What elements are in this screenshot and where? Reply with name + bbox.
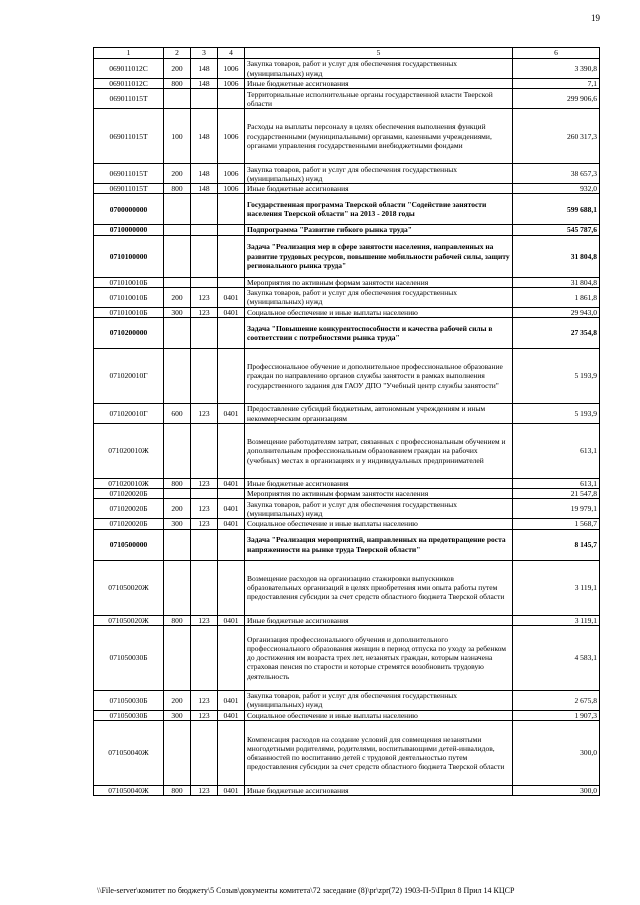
- expense-type-cell: 200: [164, 690, 191, 710]
- section-code-cell: 0401: [218, 307, 245, 317]
- budget-code-cell: 0700000000: [94, 194, 164, 225]
- table-row: [94, 109, 600, 164]
- amount-cell: 19 979,1: [513, 499, 600, 519]
- expense-type-cell: 800: [164, 615, 191, 625]
- budget-code-cell: 069011015Т: [94, 184, 164, 194]
- table-row: [94, 625, 600, 690]
- budget-code-cell: 069011015Т: [94, 164, 164, 184]
- amount-cell: 545 787,6: [513, 225, 600, 235]
- administrator-code-cell: [191, 529, 218, 560]
- budget-code-cell: 071020010Ж: [94, 424, 164, 479]
- item-name-cell: Расходы на выплаты персоналу в целях обеспечения выполнения функций государственными (муниципальными) органами, казенными учреждениями, органами управления государственными внебюджетными фондами: [245, 109, 513, 164]
- expense-type-cell: [164, 349, 191, 404]
- amount-cell: 613,1: [513, 424, 600, 479]
- section-code-cell: 0401: [218, 710, 245, 720]
- item-name-cell: Мероприятия по активным формам занятости населения: [245, 489, 513, 499]
- item-name-cell: Подпрограмма "Развитие гибкого рынка труда": [245, 225, 513, 235]
- administrator-code-cell: [191, 235, 218, 277]
- administrator-code-cell: 123: [191, 690, 218, 710]
- administrator-code-cell: 123: [191, 786, 218, 796]
- expense-type-cell: 200: [164, 59, 191, 79]
- item-name-cell: Иные бюджетные ассигнования: [245, 786, 513, 796]
- expense-type-cell: 800: [164, 184, 191, 194]
- table-row: [94, 479, 600, 489]
- item-name-cell: Государственная программа Тверской области "Содействие занятости населения Тверской области" на 2013 - 2018 годы: [245, 194, 513, 225]
- administrator-code-cell: 148: [191, 79, 218, 89]
- item-name-cell: Иные бюджетные ассигнования: [245, 615, 513, 625]
- section-code-cell: [218, 225, 245, 235]
- item-name-cell: Закупка товаров, работ и услуг для обеспечения государственных (муниципальных) нужд: [245, 499, 513, 519]
- administrator-code-cell: 123: [191, 710, 218, 720]
- administrator-code-cell: [191, 277, 218, 287]
- header-col-3: 3: [191, 48, 218, 59]
- budget-code-cell: 071050030Б: [94, 690, 164, 710]
- expense-type-cell: 800: [164, 786, 191, 796]
- budget-code-cell: 071050020Ж: [94, 615, 164, 625]
- amount-cell: 3 119,1: [513, 560, 600, 615]
- item-name-cell: Социальное обеспечение и иные выплаты населению: [245, 519, 513, 529]
- item-name-cell: Закупка товаров, работ и услуг для обеспечения государственных (муниципальных) нужд: [245, 690, 513, 710]
- administrator-code-cell: 148: [191, 109, 218, 164]
- amount-cell: 7,1: [513, 79, 600, 89]
- item-name-cell: Задача "Повышение конкурентоспособности и качества рабочей силы в соответствии с потребностями рынка труда": [245, 318, 513, 349]
- budget-code-cell: 0710500000: [94, 529, 164, 560]
- table-row: [94, 424, 600, 479]
- administrator-code-cell: [191, 349, 218, 404]
- item-name-cell: Предоставление субсидий бюджетным, автономным учреждениям и иным некоммерческим организациям: [245, 404, 513, 424]
- expense-type-cell: 600: [164, 404, 191, 424]
- administrator-code-cell: [191, 194, 218, 225]
- table-row: [94, 615, 600, 625]
- expense-type-cell: [164, 560, 191, 615]
- expense-type-cell: 300: [164, 307, 191, 317]
- table-header-row: [94, 48, 600, 59]
- section-code-cell: 0401: [218, 404, 245, 424]
- section-code-cell: 1006: [218, 164, 245, 184]
- item-name-cell: Территориальные исполнительные органы государственной власти Тверской области: [245, 89, 513, 109]
- budget-code-cell: 0710000000: [94, 225, 164, 235]
- administrator-code-cell: [191, 424, 218, 479]
- table-row: [94, 499, 600, 519]
- section-code-cell: 0401: [218, 499, 245, 519]
- item-name-cell: Профессиональное обучение и дополнительное профессиональное образование граждан по направлению органов службы занятости в рамках выполнения государственного задания для ГАОУ ДПО "Учебный центр службы занятости": [245, 349, 513, 404]
- budget-code-cell: 071020020Б: [94, 499, 164, 519]
- section-code-cell: [218, 235, 245, 277]
- administrator-code-cell: 123: [191, 519, 218, 529]
- budget-code-cell: 0710200000: [94, 318, 164, 349]
- header-col-1: 1: [94, 48, 164, 59]
- item-name-cell: Социальное обеспечение и иные выплаты населению: [245, 710, 513, 720]
- administrator-code-cell: [191, 489, 218, 499]
- amount-cell: 3 119,1: [513, 615, 600, 625]
- section-code-cell: [218, 529, 245, 560]
- table-row: [94, 184, 600, 194]
- table-row: [94, 721, 600, 786]
- budget-code-cell: 069011012С: [94, 79, 164, 89]
- budget-code-cell: 069011012С: [94, 59, 164, 79]
- amount-cell: 260 317,3: [513, 109, 600, 164]
- table-row: [94, 59, 600, 79]
- section-code-cell: [218, 89, 245, 109]
- budget-code-cell: 071020010Г: [94, 349, 164, 404]
- budget-code-cell: 071020010Г: [94, 404, 164, 424]
- administrator-code-cell: 123: [191, 499, 218, 519]
- table-row: [94, 786, 600, 796]
- amount-cell: 300,0: [513, 786, 600, 796]
- amount-cell: 29 943,0: [513, 307, 600, 317]
- amount-cell: 8 145,7: [513, 529, 600, 560]
- header-col-2: 2: [164, 48, 191, 59]
- budget-code-cell: 0710100000: [94, 235, 164, 277]
- administrator-code-cell: [191, 89, 218, 109]
- expense-type-cell: [164, 424, 191, 479]
- budget-table: [93, 47, 600, 796]
- expense-type-cell: [164, 489, 191, 499]
- administrator-code-cell: [191, 721, 218, 786]
- page-number: 19: [591, 13, 600, 23]
- budget-code-cell: 071020020Б: [94, 519, 164, 529]
- table-row: [94, 529, 600, 560]
- expense-type-cell: 200: [164, 287, 191, 307]
- item-name-cell: Социальное обеспечение и иные выплаты населению: [245, 307, 513, 317]
- section-code-cell: [218, 318, 245, 349]
- section-code-cell: [218, 721, 245, 786]
- budget-code-cell: 071010010Б: [94, 287, 164, 307]
- expense-type-cell: [164, 225, 191, 235]
- amount-cell: 1 907,3: [513, 710, 600, 720]
- section-code-cell: [218, 277, 245, 287]
- item-name-cell: Организация профессионального обучения и дополнительного профессионального образования женщин в период отпуска по уходу за ребенком до достижения им возраста трех лет, незанятых граждан, которым назначена страховая пенсия по старости и которые стремятся возобновить трудовую деятельность: [245, 625, 513, 690]
- amount-cell: 5 193,9: [513, 404, 600, 424]
- amount-cell: 21 547,8: [513, 489, 600, 499]
- item-name-cell: Иные бюджетные ассигнования: [245, 79, 513, 89]
- expense-type-cell: 200: [164, 499, 191, 519]
- budget-code-cell: 071020020Б: [94, 489, 164, 499]
- expense-type-cell: [164, 625, 191, 690]
- amount-cell: 599 688,1: [513, 194, 600, 225]
- section-code-cell: [218, 424, 245, 479]
- expense-type-cell: [164, 89, 191, 109]
- budget-code-cell: 069011015Т: [94, 109, 164, 164]
- administrator-code-cell: 148: [191, 164, 218, 184]
- section-code-cell: [218, 625, 245, 690]
- section-code-cell: [218, 560, 245, 615]
- table-row: [94, 235, 600, 277]
- amount-cell: 4 583,1: [513, 625, 600, 690]
- item-name-cell: Задача "Реализация мер в сфере занятости населения, направленных на развитие трудовых ресурсов, повышение мобильности рабочей силы, защиту регионального рынка труда": [245, 235, 513, 277]
- section-code-cell: 1006: [218, 59, 245, 79]
- table-row: [94, 307, 600, 317]
- expense-type-cell: 800: [164, 79, 191, 89]
- section-code-cell: 0401: [218, 786, 245, 796]
- expense-type-cell: [164, 277, 191, 287]
- budget-code-cell: 071010010Б: [94, 277, 164, 287]
- amount-cell: 1 861,8: [513, 287, 600, 307]
- item-name-cell: Закупка товаров, работ и услуг для обеспечения государственных (муниципальных) нужд: [245, 59, 513, 79]
- header-col-4: 4: [218, 48, 245, 59]
- table-row: [94, 164, 600, 184]
- table-row: [94, 349, 600, 404]
- table-body: [94, 59, 600, 796]
- item-name-cell: Возмещение расходов на организацию стажировки выпускников образовательных организаций в целях приобретения ими опыта работы путем предоставления субсидии за счет средств областного бюджета Тверской области: [245, 560, 513, 615]
- administrator-code-cell: [191, 625, 218, 690]
- amount-cell: 31 804,8: [513, 277, 600, 287]
- section-code-cell: 1006: [218, 109, 245, 164]
- administrator-code-cell: 123: [191, 615, 218, 625]
- table-row: [94, 287, 600, 307]
- item-name-cell: Мероприятия по активным формам занятости населения: [245, 277, 513, 287]
- budget-code-cell: 071050020Ж: [94, 560, 164, 615]
- amount-cell: 299 906,6: [513, 89, 600, 109]
- amount-cell: 31 804,8: [513, 235, 600, 277]
- section-code-cell: [218, 349, 245, 404]
- item-name-cell: Иные бюджетные ассигнования: [245, 479, 513, 489]
- table-row: [94, 710, 600, 720]
- budget-code-cell: 069011015Т: [94, 89, 164, 109]
- amount-cell: 613,1: [513, 479, 600, 489]
- budget-code-cell: 071050040Ж: [94, 786, 164, 796]
- administrator-code-cell: 123: [191, 404, 218, 424]
- administrator-code-cell: [191, 318, 218, 349]
- table-row: [94, 277, 600, 287]
- expense-type-cell: 100: [164, 109, 191, 164]
- amount-cell: 2 675,8: [513, 690, 600, 710]
- section-code-cell: [218, 489, 245, 499]
- section-code-cell: 0401: [218, 615, 245, 625]
- section-code-cell: 1006: [218, 79, 245, 89]
- section-code-cell: 1006: [218, 184, 245, 194]
- expense-type-cell: [164, 235, 191, 277]
- amount-cell: 27 354,8: [513, 318, 600, 349]
- item-name-cell: Закупка товаров, работ и услуг для обеспечения государственных (муниципальных) нужд: [245, 287, 513, 307]
- section-code-cell: 0401: [218, 479, 245, 489]
- table-row: [94, 318, 600, 349]
- budget-code-cell: 071050030Б: [94, 710, 164, 720]
- administrator-code-cell: 148: [191, 59, 218, 79]
- table-row: [94, 489, 600, 499]
- table-row: [94, 194, 600, 225]
- administrator-code-cell: 148: [191, 184, 218, 194]
- administrator-code-cell: 123: [191, 307, 218, 317]
- expense-type-cell: 800: [164, 479, 191, 489]
- expense-type-cell: [164, 529, 191, 560]
- table-row: [94, 560, 600, 615]
- expense-type-cell: [164, 194, 191, 225]
- administrator-code-cell: [191, 560, 218, 615]
- section-code-cell: 0401: [218, 690, 245, 710]
- section-code-cell: [218, 194, 245, 225]
- administrator-code-cell: 123: [191, 479, 218, 489]
- amount-cell: 3 390,8: [513, 59, 600, 79]
- table-row: [94, 225, 600, 235]
- expense-type-cell: 300: [164, 710, 191, 720]
- administrator-code-cell: [191, 225, 218, 235]
- budget-code-cell: 071050040Ж: [94, 721, 164, 786]
- table-row: [94, 404, 600, 424]
- budget-code-cell: 071020010Ж: [94, 479, 164, 489]
- section-code-cell: 0401: [218, 287, 245, 307]
- table-row: [94, 89, 600, 109]
- amount-cell: 5 193,9: [513, 349, 600, 404]
- amount-cell: 38 657,3: [513, 164, 600, 184]
- table-row: [94, 79, 600, 89]
- expense-type-cell: 300: [164, 519, 191, 529]
- amount-cell: 1 568,7: [513, 519, 600, 529]
- administrator-code-cell: 123: [191, 287, 218, 307]
- item-name-cell: Возмещение работодателям затрат, связанных с профессиональным обучением и дополнительным профессиональным образованием граждан на рабочих (учебных) местах в организациях и у индивидуальных предпринимателей: [245, 424, 513, 479]
- amount-cell: 932,0: [513, 184, 600, 194]
- file-path-footer: \\File-server\комитет по бюджету\5 Созыв\документы комитета\72 заседание (8)\pr\zpr(72) 1903-П-5\Прил 8 Прил 14 КЦСР: [97, 886, 515, 895]
- section-code-cell: 0401: [218, 519, 245, 529]
- amount-cell: 300,0: [513, 721, 600, 786]
- item-name-cell: Задача "Реализация мероприятий, направленных на предотвращение роста напряженности на рынке труда Тверской области": [245, 529, 513, 560]
- budget-code-cell: 071050030Б: [94, 625, 164, 690]
- expense-type-cell: [164, 721, 191, 786]
- budget-code-cell: 071010010Б: [94, 307, 164, 317]
- header-col-5: 5: [245, 48, 513, 59]
- item-name-cell: Компенсация расходов на создание условий для совмещения незанятыми многодетными родителями, родителями, воспитывающими детей-инвалидов, обязанностей по воспитанию детей с трудовой деятельностью путем предоставления субсидии за счет средств областного бюджета Тверской области: [245, 721, 513, 786]
- table-row: [94, 519, 600, 529]
- expense-type-cell: [164, 318, 191, 349]
- expense-type-cell: 200: [164, 164, 191, 184]
- table-row: [94, 690, 600, 710]
- item-name-cell: Закупка товаров, работ и услуг для обеспечения государственных (муниципальных) нужд: [245, 164, 513, 184]
- header-col-6: 6: [513, 48, 600, 59]
- item-name-cell: Иные бюджетные ассигнования: [245, 184, 513, 194]
